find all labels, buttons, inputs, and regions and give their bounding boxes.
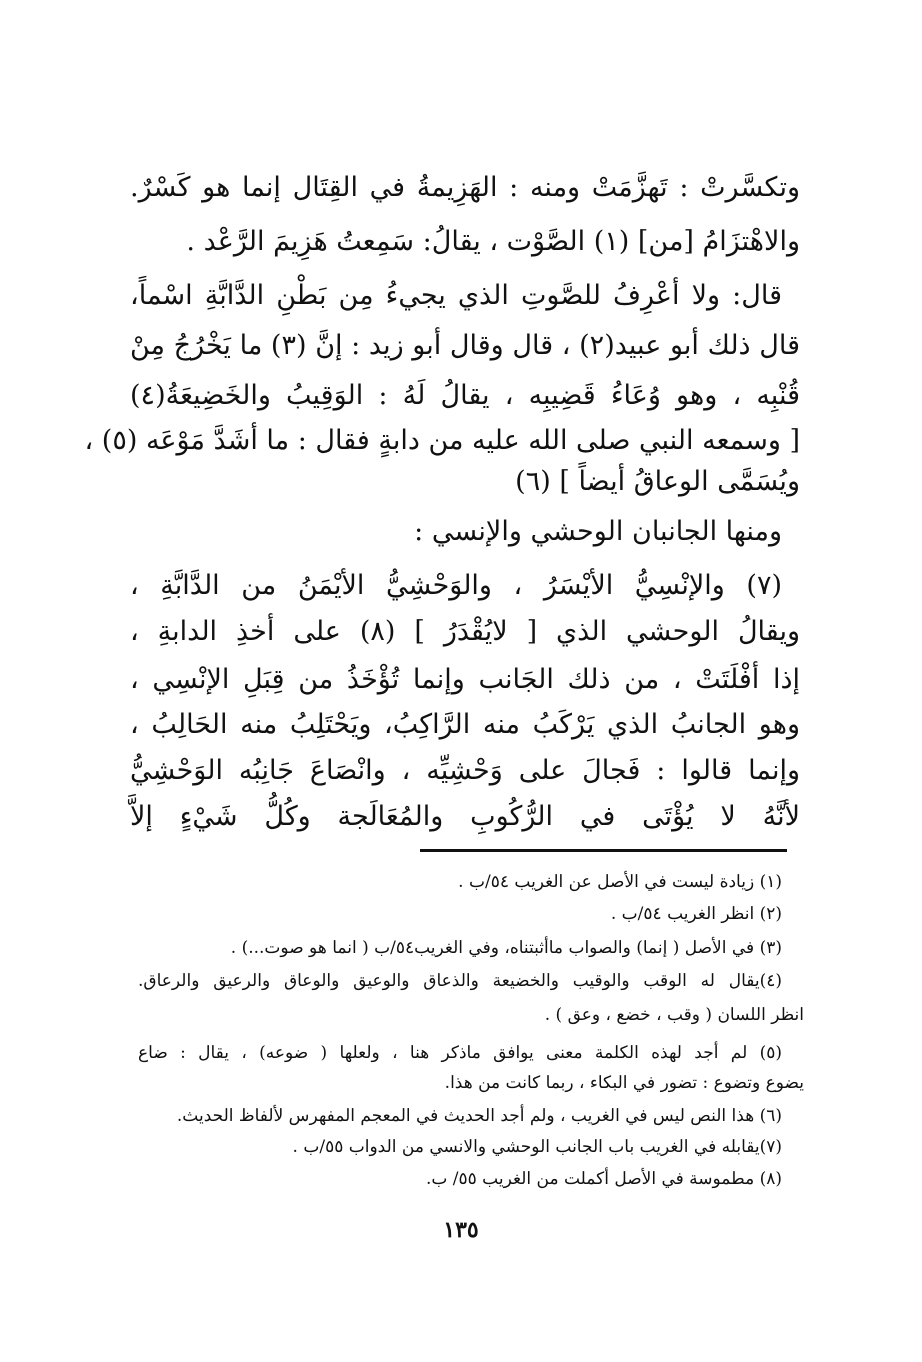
footnote-2: (٢) انظر الغريب ٥٤/ب . — [610, 904, 782, 924]
main-text-line-13: وإنما قالوا : فَجالَ على وَحْشِيِّه ، وانْصَاعَ جَانِبُه الوَحْشِيُّ — [130, 755, 800, 786]
main-text-line-9: (٧) والإنْسِيُّ الأيْسَرُ ، والوَحْشِيُّ الأيْمَنُ من الدَّابَّةِ ، — [130, 570, 782, 601]
footnote-1: (١) زيادة ليست في الأصل عن الغريب ٥٤/ب . — [458, 872, 782, 892]
main-text-line-14: لأنَّهُ لا يُؤْتَى في الرُّكُوبِ والمُعَالَجة وكُلُّ شَيْءٍ إلاَّ — [130, 801, 800, 832]
main-text-line-1: وتكسَّرتْ : تَهزَّمَتْ ومنه : الهَزِيمةُ في القِتَال إنما هو كَسْرٌ. — [130, 172, 800, 203]
footnote-6: (٦) هذا النص ليس في الغريب ، ولم أجد الحديث في المعجم المفهرس لألفاظ الحديث. — [176, 1106, 782, 1126]
footnote-separator — [420, 849, 787, 852]
footnote-5-continued: يضوع وتضوع : تضور في البكاء ، ربما كانت من هذا. — [444, 1073, 804, 1093]
main-text-line-5: قُنْبِه ، وهو وُعَاءُ قَضِيبِه ، يقالُ لَهُ : الوَقِيبُ والخَضِيعَةُ(٤) — [130, 380, 800, 411]
main-text-line-4: قال ذلك أبو عبيد(٢) ، قال وقال أبو زيد : إنَّ (٣) ما يَخْرُجُ مِنْ — [130, 330, 800, 361]
footnote-8: (٨) مطموسة في الأصل أكملت من الغريب ٥٥/ ب. — [425, 1169, 782, 1189]
footnote-7: (٧)يقابله في الغريب باب الجانب الوحشي والانسي من الدواب ٥٥/ب . — [292, 1137, 782, 1157]
footnote-5: (٥) لم أجد لهذه الكلمة معنى يوافق ماذكر هنا ، ولعلها ( ضوعه) ، يقال : ضاع — [138, 1043, 782, 1063]
footnote-3: (٣) في الأصل ( إنما) والصواب ماأثبتناه، وفي الغريب٥٤/ب ( انما هو صوت...) . — [230, 938, 782, 958]
main-text-line-10: ويقالُ الوحشي الذي [ لايُقْدَرُ ] (٨) على أخذِ الدابةِ ، — [130, 616, 800, 647]
footnote-4-continued: انظر اللسان ( وقب ، خضع ، وعق ) . — [544, 1005, 804, 1025]
main-text-line-12: وهو الجانبُ الذي يَرْكَبُ منه الرَّاكِبُ، ويَحْتَلِبُ منه الحَالِبُ ، — [130, 709, 800, 740]
main-text-line-3: قال: ولا أعْرِفُ للصَّوتِ الذي يجيءُ مِن بَطْنِ الدَّابَّةِ اسْماً، — [130, 280, 782, 311]
section-heading: ومنها الجانبان الوحشي والإنسي : — [414, 516, 782, 547]
main-text-line-2: والاهْتزَامُ [من] (١) الصَّوْت ، يقالُ: سَمِعتُ هَزِيمَ الرَّعْد . — [186, 226, 800, 257]
page-number: ١٣٥ — [443, 1217, 479, 1243]
main-text-line-7: ويُسَمَّى الوعاقُ أيضاً ] (٦) — [515, 466, 800, 497]
main-text-line-6: [ وسمعه النبي صلى الله عليه من دابةٍ فقال : ما أشَدَّ مَوْعَه (٥) ، — [84, 425, 800, 456]
footnote-4: (٤)يقال له الوقب والوقيب والخضيعة والذعاق والوعيق والوعاق والرعيق والرعاق. — [138, 971, 782, 991]
main-text-line-11: إذا أفْلَتَتْ ، من ذلك الجَانب وإنما تُؤْخَذُ من قِبَلِ الإنْسِي ، — [130, 664, 800, 695]
